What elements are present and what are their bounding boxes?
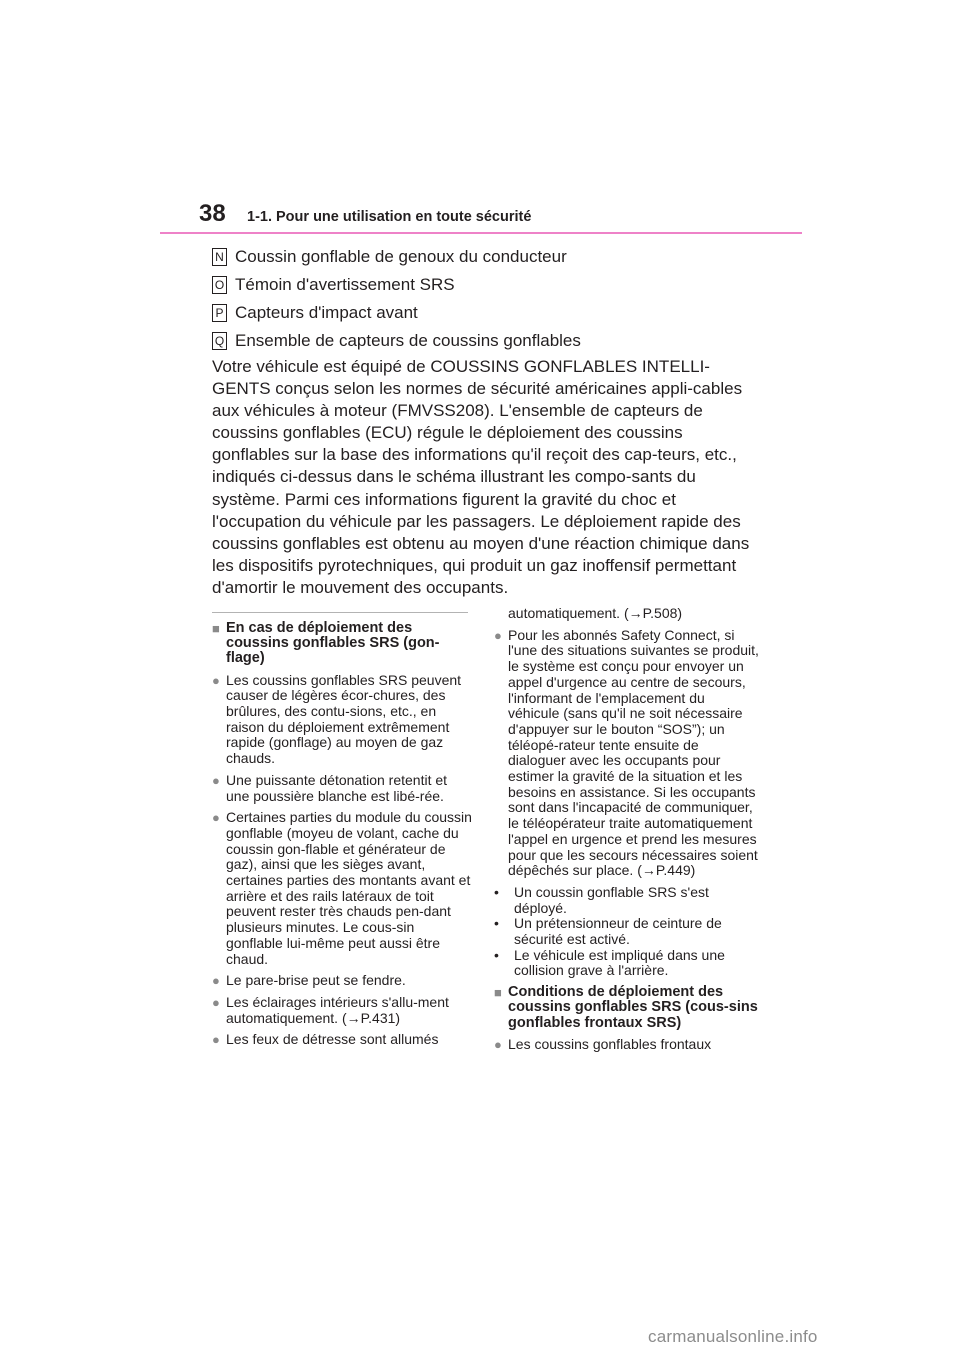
list-item [212,1032,472,1048]
heading-text: En cas de déploiement des coussins gonflables SRS (gon-flage) [226,620,440,667]
square-bullet-icon: ■ [212,621,220,636]
sub-list [494,885,759,979]
round-bullet-icon: ● [212,672,220,688]
small-bullet-icon: • [494,883,499,900]
list-item-text: Les éclairages intérieurs s'allu-ment automatiquement. (→P.431) [226,993,449,1026]
intro-paragraph: Votre véhicule est équipé de COUSSINS GONFLABLES INTELLI-GENTS conçus selon les normes de sécurité américaines appli-cables aux véhicules à moteur (FMVSS208). L'ensemble de capteurs de coussins gonflables (ECU) régule le déploiement des coussins gonflables sur la base des informations qu'il reçoit des cap-teurs, etc., indiqués ci-dessus dans le schéma illustrant les compo-sants du système. Parmi ces informations figurent la gravité du choc et l'occupation du véhicule par les passagers. Le déploiement rapide des coussins gonflables est obtenu au moyen d'une réaction chimique dans les dispositifs pyrotechniques, qui produit un gaz inoffensif permettant d'amortir le mouvement des occupants. [212,357,750,597]
page-number: 38 [199,200,226,227]
legend-item-p [212,299,792,327]
sub-list-item [494,885,759,916]
legend-item-q [212,327,792,355]
round-bullet-icon: ● [212,772,220,788]
left-column [212,606,472,1054]
legend-key-o: O [212,276,227,294]
legend-key-q: Q [212,332,227,350]
list-item [212,973,472,989]
list-item-text: Les feux de détresse sont allumés [226,1031,439,1048]
heading-deployment [212,621,472,667]
square-bullet-icon: ■ [494,985,502,1001]
legend-label-o: Témoin d'avertissement SRS [235,275,455,294]
sub-list-item [494,948,759,979]
list-item-text: Le pare-brise peut se fendre. [226,972,406,989]
legend-key-n: N [212,248,227,266]
heading-text: Conditions de déploiement des coussins gonflables SRS (cous-sins gonflables frontaux SRS) [508,984,758,1031]
sub-list-item-text: Un coussin gonflable SRS s'est déployé. [514,883,709,916]
list-item-text: Les coussins gonflables SRS peuvent causer de légères écor-chures, des brûlures, des contu-sions, etc., en raison du déploiement extrêmement rapide (gonflage) au moyen de gaz chauds. [226,671,462,767]
heading-conditions [494,985,759,1031]
round-bullet-icon: ● [212,994,220,1010]
list-item [494,1037,759,1053]
round-bullet-icon: ● [212,973,220,989]
small-bullet-icon: • [494,946,499,963]
round-bullet-icon: ● [212,810,220,826]
sub-list-item [494,916,759,947]
list-item-text: Une puissante détonation retentit et une poussière blanche est libé-rée. [226,771,448,804]
component-legend [212,243,792,355]
list-item-text: Les coussins gonflables frontaux [508,1035,712,1052]
list-item [212,995,472,1026]
sub-list-item-text: Le véhicule est impliqué dans une collision grave à l'arrière. [514,946,725,979]
round-bullet-icon: ● [494,1036,502,1052]
round-bullet-icon: ● [494,627,502,643]
legend-item-o [212,271,792,299]
round-bullet-icon: ● [212,1032,220,1048]
list-item-text: Certaines parties du module du coussin gonflable (moyeu de volant, cache du coussin gon-flable et générateur de gaz), ainsi que les sièges avant, certaines parties des montants avant et arrière et des rails latéraux de toit peuvent rester très chauds pen-dant plusieurs minutes. Le cous-sin gonflable lui-même peut aussi être chaud. [226,809,472,967]
list-item [212,810,472,967]
header-divider [160,232,802,234]
legend-label-n: Coussin gonflable de genoux du conducteur [235,247,567,266]
right-column [494,606,759,1058]
sub-list-item-text: Un prétensionneur de ceinture de sécurité est activé. [514,915,722,948]
legend-item-n [212,243,792,271]
list-item [212,773,472,804]
continued-text: automatiquement. (→P.508) [508,605,683,621]
list-item [212,673,472,767]
list-item-text: Pour les abonnés Safety Connect, si l'une des situations suivantes se produit, le système est conçu pour envoyer un appel d'urgence au centre de secours, l'informant de l'emplacement du véhicule (sans qu'il ne soit nécessaire d'appuyer sur le bouton “SOS”); un téléopé-rateur tente ensuite de dialoguer avec les occupants pour estimer la gravité de la situation et les besoins en assistance. Si les occupants sont dans l'incapacité de communiquer, le téléopérateur traite automatiquement l'appel en urgence et prend les mesures pour que les secours nécessaires soient dépêchés sur place. (→P.449) [508,626,759,879]
column-divider [212,612,468,613]
watermark: carmanualsonline.info [648,1327,818,1346]
legend-label-q: Ensemble de capteurs de coussins gonflables [235,331,581,350]
small-bullet-icon: • [494,915,499,932]
legend-key-p: P [212,304,227,322]
section-title: 1-1. Pour une utilisation en toute sécurité [247,209,532,225]
list-item [494,628,759,879]
legend-label-p: Capteurs d'impact avant [235,303,418,322]
